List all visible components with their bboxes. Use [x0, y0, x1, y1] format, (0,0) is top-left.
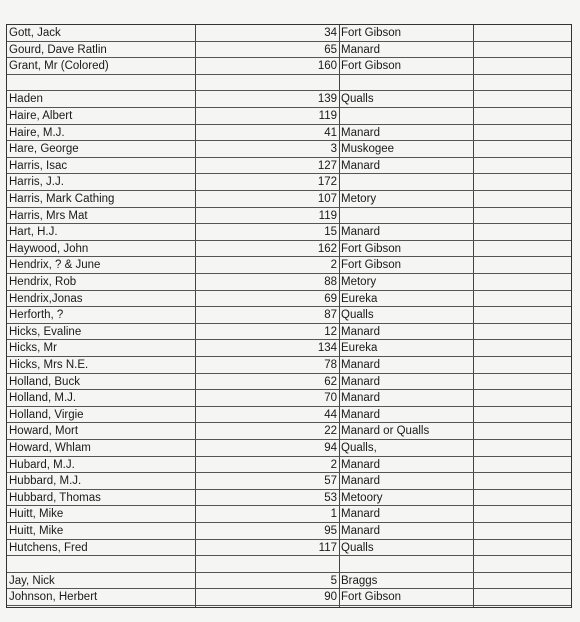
record-number: 78 [324, 359, 337, 371]
place-name: Manard [341, 159, 380, 172]
place-name: Manard [341, 375, 380, 388]
place-name: Fort Gibson [341, 259, 402, 272]
person-name: Grant, Mr (Colored) [9, 60, 109, 73]
person-name: Hendrix,Jonas [9, 292, 83, 305]
table-row [7, 42, 571, 59]
table-row [7, 58, 571, 75]
record-number: 162 [317, 242, 337, 255]
person-name: Holland, M.J. [9, 392, 77, 405]
record-number: 69 [324, 292, 337, 305]
person-name: Haden [9, 93, 43, 106]
table-row [7, 25, 571, 42]
table-row [7, 340, 571, 357]
place-name: Fort Gibson [341, 27, 402, 39]
person-name: Huitt, Mike [9, 525, 64, 537]
person-name: Howard, Whlam [9, 442, 91, 454]
person-name: Jay, Nick [9, 574, 55, 587]
table-row [7, 241, 571, 258]
person-name: Haywood, John [9, 242, 89, 255]
table-row [7, 274, 571, 291]
person-name: Harris, Mark Cathing [9, 193, 115, 205]
place-name: Braggs [341, 574, 378, 587]
record-number: 90 [324, 591, 337, 604]
table-row [7, 174, 571, 191]
record-number: 15 [324, 226, 337, 239]
record-number: 117 [318, 541, 337, 554]
record-number: 94 [324, 442, 337, 454]
place-name: Metory [341, 193, 377, 205]
person-name: Herforth, ? [9, 309, 64, 322]
person-name: Harris, Isac [9, 159, 68, 172]
record-number: 2 [330, 458, 337, 471]
person-name: Gott, Jack [9, 27, 61, 39]
record-number: 22 [324, 425, 337, 438]
record-number: 139 [317, 93, 337, 106]
place-name: Fort Gibson [341, 242, 402, 255]
place-name: Manard [341, 126, 380, 139]
table-row [7, 125, 571, 142]
person-name: Hicks, Mrs N.E. [9, 359, 89, 371]
place-name: Manard [341, 525, 380, 537]
table-row [7, 390, 571, 407]
record-number: 119 [318, 209, 337, 222]
person-name: Johnson, Herbert [9, 591, 98, 604]
person-name: Hare, George [9, 143, 79, 156]
person-name: Gourd, Dave Ratlin [9, 43, 107, 56]
record-number: 87 [324, 309, 337, 322]
record-number: 1 [330, 508, 337, 521]
place-name: Manard [341, 226, 380, 239]
table-row [7, 75, 571, 92]
place-name: Manard [341, 359, 380, 371]
table-row [7, 490, 571, 507]
place-name: Eureka [341, 342, 378, 355]
table-row [7, 506, 571, 523]
place-name: Manard [341, 408, 380, 421]
table-row [7, 257, 571, 274]
table-row [7, 573, 571, 590]
table-row [7, 191, 571, 208]
place-name: Manard [341, 392, 380, 405]
person-name: Holland, Buck [9, 375, 80, 388]
place-name: Qualls [341, 309, 374, 322]
table-row [7, 224, 571, 241]
table-row [7, 473, 571, 490]
record-number: 3 [330, 143, 337, 156]
record-number: 12 [324, 325, 337, 338]
person-name: Haire, Albert [9, 110, 73, 122]
person-name: Hendrix, ? & June [9, 259, 101, 272]
record-table [6, 24, 572, 608]
place-name: Metory [341, 276, 377, 288]
table-row [7, 407, 571, 424]
record-number: 70 [324, 392, 337, 405]
person-name: Hubbard, M.J. [9, 475, 82, 488]
table-row [7, 423, 571, 440]
record-number: 62 [324, 375, 337, 388]
record-number: 160 [317, 60, 337, 73]
place-name: Qualls [341, 93, 374, 106]
table-row [7, 91, 571, 108]
place-name: Qualls, [341, 442, 377, 454]
table-row [7, 440, 571, 457]
record-number: 119 [318, 110, 337, 122]
place-name: Fort Gibson [341, 591, 402, 604]
record-number: 65 [324, 43, 337, 56]
place-name: Muskogee [341, 143, 395, 156]
place-name: Manard [341, 475, 380, 488]
place-name: Manard [341, 508, 380, 521]
record-number: 2 [330, 259, 337, 272]
table-row [7, 540, 571, 557]
record-number: 88 [324, 276, 337, 288]
person-name: Holland, Virgie [9, 408, 84, 421]
record-number: 172 [317, 176, 337, 189]
table-row [7, 589, 571, 606]
table-row [7, 158, 571, 175]
record-number: 44 [324, 408, 337, 421]
table-row [7, 457, 571, 474]
record-number: 5 [330, 574, 337, 587]
person-name: Hutchens, Fred [9, 541, 88, 554]
record-number: 127 [317, 159, 337, 172]
place-name: Eureka [341, 292, 378, 305]
person-name: Hubbard, Thomas [9, 491, 101, 504]
place-name: Manard or Qualls [341, 425, 430, 438]
table-row [7, 291, 571, 308]
table-row [7, 208, 571, 225]
table-row [7, 307, 571, 324]
person-name: Harris, J.J. [9, 176, 64, 189]
table-row [7, 357, 571, 374]
record-number: 95 [324, 525, 337, 537]
person-name: Hart, H.J. [9, 226, 58, 239]
table-row [7, 556, 571, 573]
table-row [7, 141, 571, 158]
table-row [7, 324, 571, 341]
place-name: Qualls [341, 541, 374, 554]
record-number: 41 [324, 126, 337, 139]
record-number: 57 [324, 475, 337, 488]
person-name: Huitt, Mike [9, 508, 64, 521]
person-name: Harris, Mrs Mat [9, 209, 88, 222]
person-name: Haire, M.J. [9, 126, 65, 139]
place-name: Metoory [341, 491, 383, 504]
table-row [7, 108, 571, 125]
place-name: Manard [341, 325, 380, 338]
place-name: Manard [341, 458, 380, 471]
person-name: Hicks, Evaline [9, 325, 82, 338]
person-name: Howard, Mort [9, 425, 79, 438]
record-number: 53 [324, 491, 337, 504]
record-number: 134 [317, 342, 337, 355]
person-name: Hubard, M.J. [9, 458, 75, 471]
place-name: Fort Gibson [341, 60, 402, 73]
table-row [7, 374, 571, 391]
table-row [7, 523, 571, 540]
record-number: 34 [324, 27, 337, 39]
person-name: Hicks, Mr [9, 342, 57, 355]
record-number: 107 [317, 193, 337, 205]
place-name: Manard [341, 43, 380, 56]
person-name: Hendrix, Rob [9, 276, 77, 288]
